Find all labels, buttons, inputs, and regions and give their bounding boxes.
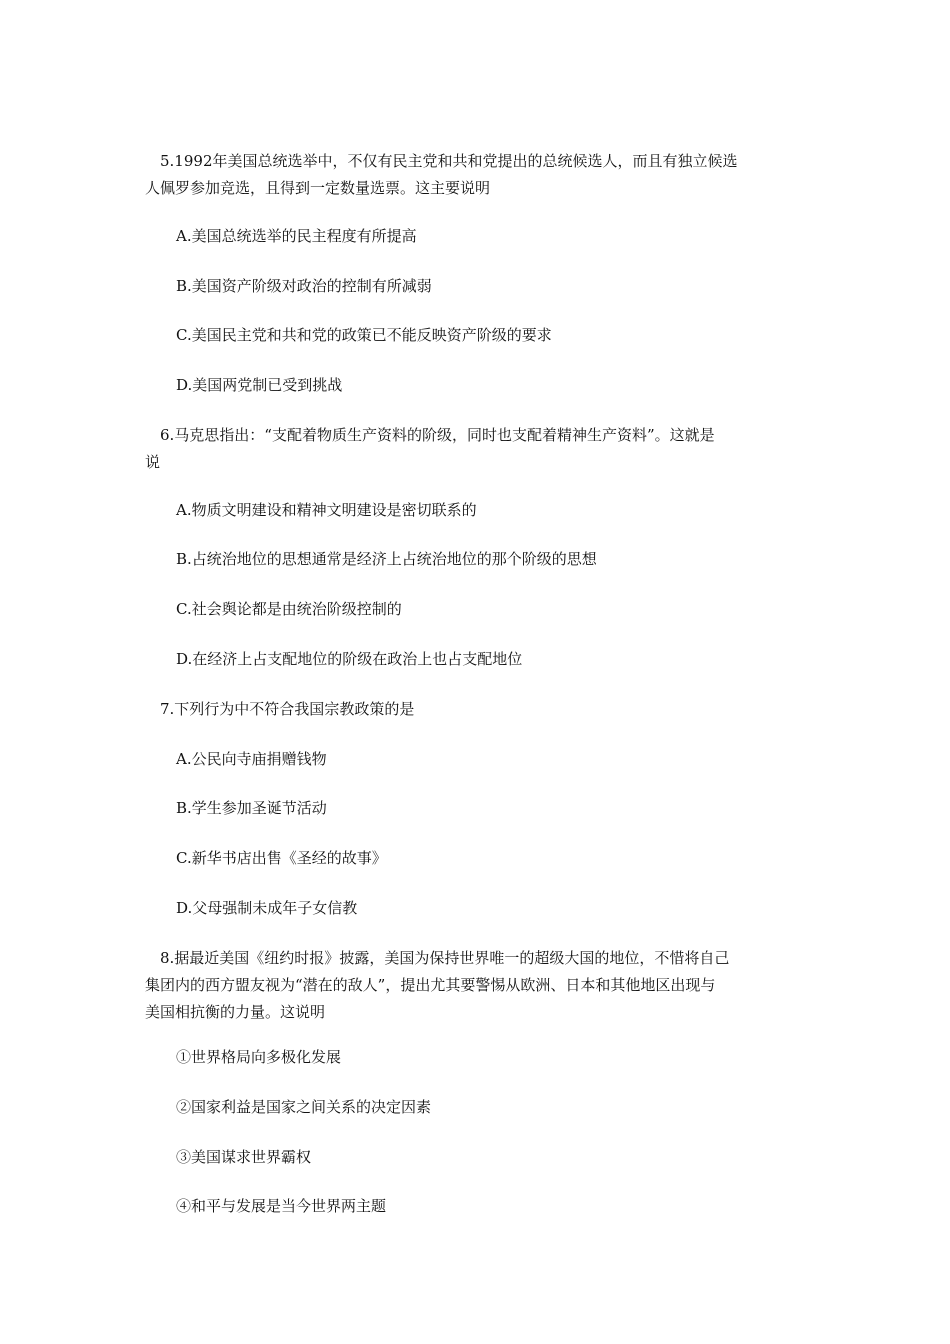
question-7-option-c: C.新华书店出售《圣经的故事》	[176, 849, 387, 867]
question-6-option-d: D.在经济上占支配地位的阶级在政治上也占支配地位	[176, 650, 523, 668]
question-8-stem	[145, 945, 805, 1026]
question-6-option-c: C.社会舆论都是由统治阶级控制的	[176, 600, 402, 618]
question-7-option-d: D.父母强制未成年子女信教	[176, 899, 358, 917]
question-7-option-b: B.学生参加圣诞节活动	[176, 799, 327, 817]
question-6-stem-line-2: 说	[145, 453, 161, 471]
question-8-statement-2: ②国家利益是国家之间关系的决定因素	[176, 1098, 432, 1116]
question-6-stem	[145, 422, 805, 476]
question-7-option-a: A.公民向寺庙捐赠钱物	[176, 750, 327, 768]
question-8-statement-4: ④和平与发展是当今世界两主题	[176, 1197, 387, 1215]
question-5-stem-line-2: 人佩罗参加竞选，且得到一定数量选票。这主要说明	[145, 179, 491, 197]
question-8-stem-line-2: 集团内的西方盟友视为“潜在的敌人”，提出尤其要警惕从欧洲、日本和其他地区出现与	[145, 976, 716, 994]
question-8-statement-1: ①世界格局向多极化发展	[176, 1048, 342, 1066]
question-6-option-b: B.占统治地位的思想通常是经济上占统治地位的那个阶级的思想	[176, 550, 597, 568]
question-5-stem	[145, 148, 805, 202]
question-7-stem	[145, 696, 805, 723]
question-6-stem-line-1: 6.马克思指出：“支配着物质生产资料的阶级，同时也支配着精神生产资料”。这就是	[160, 426, 715, 444]
question-5-option-b: B.美国资产阶级对政治的控制有所减弱	[176, 277, 432, 295]
question-5-stem-line-1: 5.1992年美国总统选举中，不仅有民主党和共和党提出的总统候选人，而且有独立候选	[160, 152, 738, 170]
question-5-option-c: C.美国民主党和共和党的政策已不能反映资产阶级的要求	[176, 326, 552, 344]
question-8-statement-3: ③美国谋求世界霸权	[176, 1148, 312, 1166]
question-8-stem-line-1: 8.据最近美国《纽约时报》披露，美国为保持世界唯一的超级大国的地位，不惜将自己	[160, 949, 730, 967]
question-5-option-d: D.美国两党制已受到挑战	[176, 376, 343, 394]
question-8-stem-line-3: 美国相抗衡的力量。这说明	[145, 1003, 326, 1021]
question-7-stem-line-1: 7.下列行为中不符合我国宗教政策的是	[160, 700, 415, 718]
question-5-option-a: A.美国总统选举的民主程度有所提高	[176, 227, 417, 245]
question-6-option-a: A.物质文明建设和精神文明建设是密切联系的	[176, 501, 477, 519]
